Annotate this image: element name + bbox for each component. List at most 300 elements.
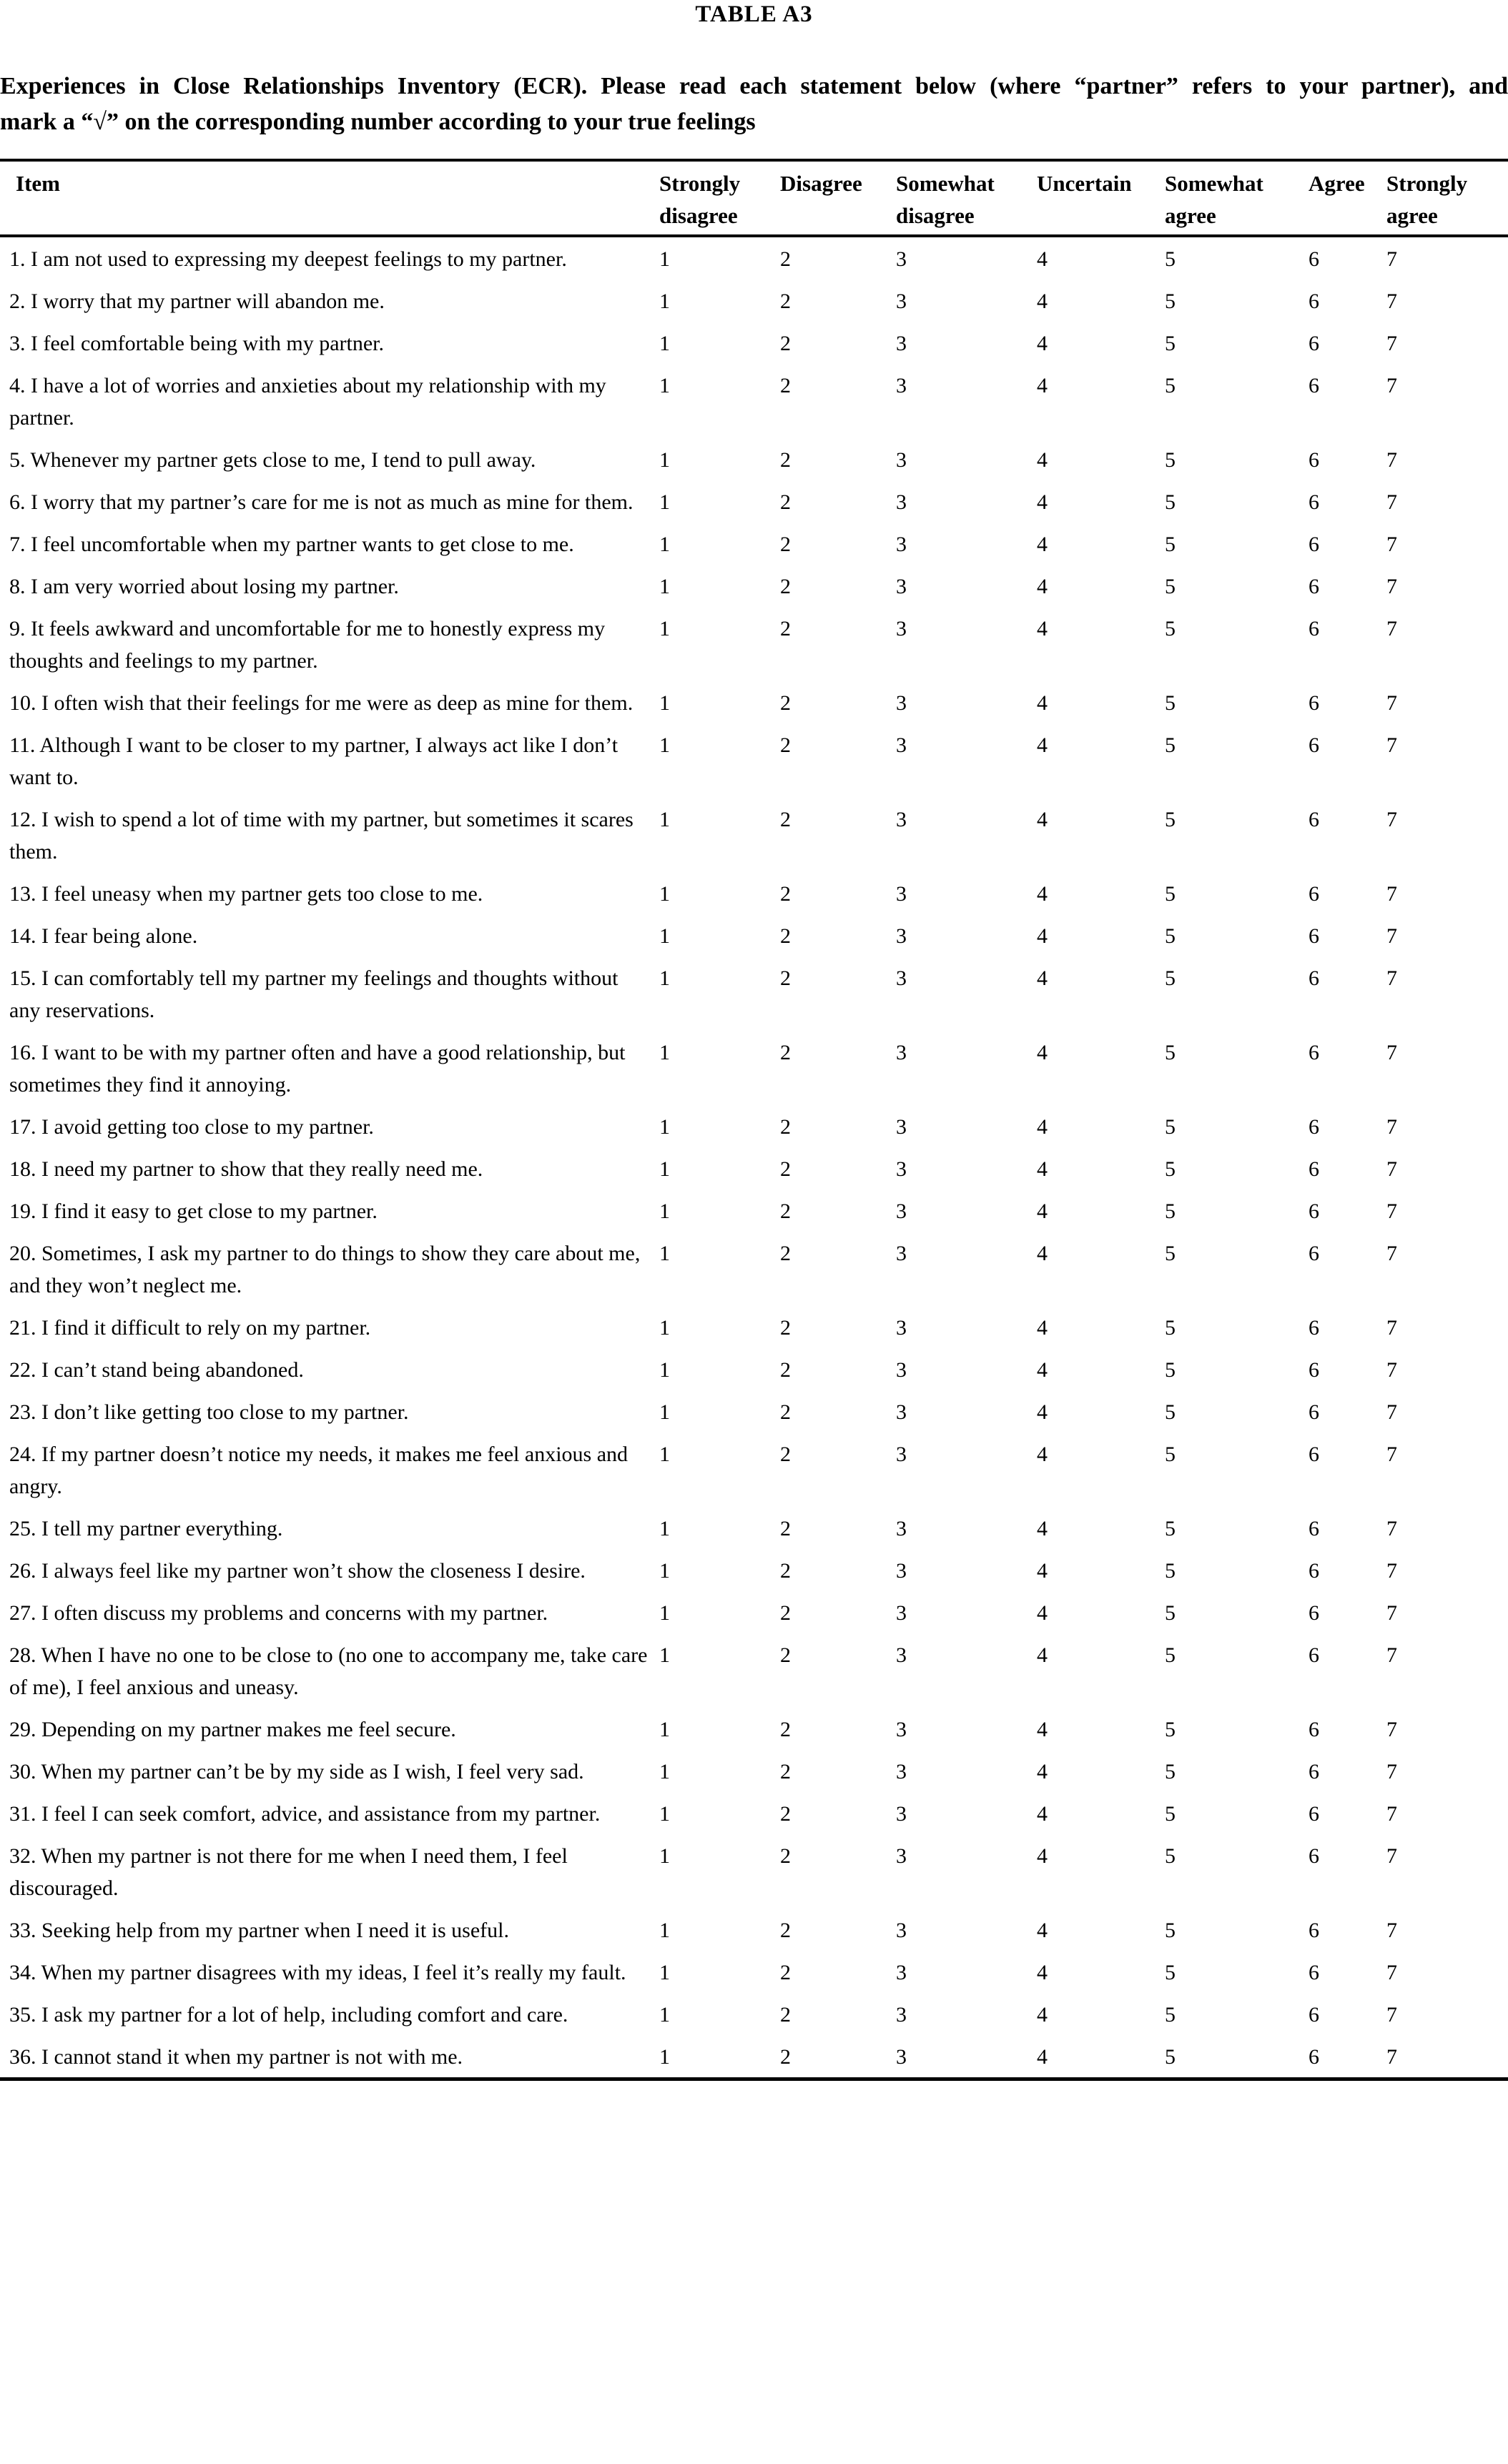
table-row — [0, 1708, 1508, 1750]
scale-cell-2: 2 — [780, 733, 791, 757]
item-text: 5. Whenever my partner gets close to me, I tend to pull away. — [9, 448, 536, 472]
scale-cell-5: 5 — [1165, 1718, 1176, 1741]
table-row — [0, 1909, 1508, 1951]
scale-cell-6: 6 — [1309, 1316, 1319, 1340]
scale-cell-1: 1 — [659, 691, 670, 715]
scale-cell-5: 5 — [1165, 1802, 1176, 1826]
scale-cell-7: 7 — [1386, 1199, 1397, 1223]
scale-cell-7: 7 — [1386, 1517, 1397, 1540]
scale-cell-5: 5 — [1165, 448, 1176, 472]
table-row — [0, 1433, 1508, 1507]
table-row — [0, 1105, 1508, 1147]
scale-cell-4: 4 — [1037, 1559, 1048, 1583]
scale-cell-1: 1 — [659, 1242, 670, 1265]
scale-cell-5: 5 — [1165, 733, 1176, 757]
table-row — [0, 2035, 1508, 2079]
scale-cell-7: 7 — [1386, 2003, 1397, 2027]
scale-cell-7: 7 — [1386, 1316, 1397, 1340]
scale-cell-4: 4 — [1037, 1961, 1048, 1984]
ecr-table — [0, 159, 1508, 2081]
scale-cell-4: 4 — [1037, 733, 1048, 757]
scale-cell-3: 3 — [896, 882, 907, 906]
scale-cell-6: 6 — [1309, 1844, 1319, 1868]
scale-cell-2: 2 — [780, 1443, 791, 1466]
scale-cell-7: 7 — [1386, 1718, 1397, 1741]
scale-cell-4: 4 — [1037, 374, 1048, 397]
scale-cell-1: 1 — [659, 1443, 670, 1466]
table-row — [0, 1591, 1508, 1633]
item-text: 3. I feel comfortable being with my partner. — [9, 332, 384, 355]
scale-cell-6: 6 — [1309, 2003, 1319, 2027]
scale-cell-4: 4 — [1037, 1199, 1048, 1223]
scale-cell-7: 7 — [1386, 966, 1397, 990]
scale-cell-4: 4 — [1037, 1643, 1048, 1667]
table-row — [0, 1507, 1508, 1549]
table-row — [0, 322, 1508, 364]
scale-cell-6: 6 — [1309, 1718, 1319, 1741]
scale-cell-6: 6 — [1309, 290, 1319, 313]
item-text: 36. I cannot stand it when my partner is not with me. — [9, 2045, 463, 2069]
scale-cell-1: 1 — [659, 617, 670, 640]
scale-cell-5: 5 — [1165, 1443, 1176, 1466]
scale-cell-7: 7 — [1386, 1157, 1397, 1181]
table-body — [0, 236, 1508, 2079]
scale-cell-4: 4 — [1037, 1802, 1048, 1826]
scale-cell-7: 7 — [1386, 247, 1397, 271]
item-text: 6. I worry that my partner’s care for me is not as much as mine for them. — [9, 490, 634, 514]
scale-cell-3: 3 — [896, 1718, 907, 1741]
table-row — [0, 1348, 1508, 1390]
scale-cell-2: 2 — [780, 1199, 791, 1223]
scale-cell-4: 4 — [1037, 290, 1048, 313]
scale-cell-7: 7 — [1386, 924, 1397, 948]
scale-cell-5: 5 — [1165, 2003, 1176, 2027]
item-text: 23. I don’t like getting too close to my partner. — [9, 1400, 409, 1424]
scale-cell-3: 3 — [896, 808, 907, 831]
scale-cell-7: 7 — [1386, 808, 1397, 831]
item-text: 19. I find it easy to get close to my partner. — [9, 1199, 378, 1223]
scale-cell-2: 2 — [780, 247, 791, 271]
item-text: 31. I feel I can seek comfort, advice, and assistance from my partner. — [9, 1802, 601, 1826]
scale-cell-4: 4 — [1037, 1242, 1048, 1265]
scale-cell-1: 1 — [659, 924, 670, 948]
scale-cell-3: 3 — [896, 1443, 907, 1466]
scale-cell-2: 2 — [780, 1517, 791, 1540]
item-text: 14. I fear being alone. — [9, 924, 198, 948]
scale-cell-1: 1 — [659, 1601, 670, 1625]
table-row — [0, 1306, 1508, 1348]
item-text: 32. When my partner is not there for me when I need them, I feel discouraged. — [9, 1844, 568, 1900]
scale-cell-7: 7 — [1386, 374, 1397, 397]
document-page — [0, 1, 1508, 2081]
scale-cell-6: 6 — [1309, 733, 1319, 757]
scale-cell-7: 7 — [1386, 1242, 1397, 1265]
column-header-strongly-agree: Strongly agree — [1386, 160, 1508, 236]
scale-cell-2: 2 — [780, 882, 791, 906]
scale-cell-7: 7 — [1386, 1115, 1397, 1139]
item-text: 2. I worry that my partner will abandon me. — [9, 290, 385, 313]
scale-cell-5: 5 — [1165, 1643, 1176, 1667]
scale-cell-5: 5 — [1165, 1358, 1176, 1382]
scale-cell-4: 4 — [1037, 1919, 1048, 1942]
header-row — [0, 160, 1508, 236]
scale-cell-6: 6 — [1309, 490, 1319, 514]
table-row — [0, 1750, 1508, 1792]
scale-cell-4: 4 — [1037, 1157, 1048, 1181]
table-row — [0, 1993, 1508, 2035]
scale-cell-1: 1 — [659, 808, 670, 831]
scale-cell-6: 6 — [1309, 1802, 1319, 1826]
item-text: 8. I am very worried about losing my partner. — [9, 575, 399, 598]
scale-cell-7: 7 — [1386, 882, 1397, 906]
item-text: 13. I feel uneasy when my partner gets too close to me. — [9, 882, 483, 906]
scale-cell-3: 3 — [896, 924, 907, 948]
scale-cell-3: 3 — [896, 374, 907, 397]
scale-cell-1: 1 — [659, 1760, 670, 1783]
scale-cell-3: 3 — [896, 1157, 907, 1181]
scale-cell-5: 5 — [1165, 1115, 1176, 1139]
scale-cell-2: 2 — [780, 966, 791, 990]
item-text: 18. I need my partner to show that they really need me. — [9, 1157, 483, 1181]
column-header-disagree: Disagree — [780, 160, 896, 236]
scale-cell-6: 6 — [1309, 1115, 1319, 1139]
item-text: 24. If my partner doesn’t notice my needs, it makes me feel anxious and angry. — [9, 1443, 629, 1498]
scale-cell-5: 5 — [1165, 247, 1176, 271]
table-row — [0, 798, 1508, 872]
scale-cell-4: 4 — [1037, 924, 1048, 948]
item-text: 17. I avoid getting too close to my partner. — [9, 1115, 374, 1139]
scale-cell-3: 3 — [896, 1316, 907, 1340]
scale-cell-7: 7 — [1386, 1358, 1397, 1382]
table-row — [0, 1834, 1508, 1909]
table-title: TABLE A3 — [695, 1, 813, 27]
scale-cell-1: 1 — [659, 1961, 670, 1984]
scale-cell-1: 1 — [659, 1115, 670, 1139]
scale-cell-7: 7 — [1386, 1559, 1397, 1583]
table-row — [0, 480, 1508, 523]
table-row — [0, 956, 1508, 1031]
item-text: 16. I want to be with my partner often and have a good relationship, but sometimes they find it annoying. — [9, 1041, 626, 1097]
scale-cell-7: 7 — [1386, 575, 1397, 598]
scale-cell-1: 1 — [659, 1919, 670, 1942]
item-text: 33. Seeking help from my partner when I need it is useful. — [9, 1919, 509, 1942]
scale-cell-5: 5 — [1165, 332, 1176, 355]
scale-cell-5: 5 — [1165, 490, 1176, 514]
scale-cell-5: 5 — [1165, 808, 1176, 831]
scale-cell-3: 3 — [896, 1802, 907, 1826]
scale-cell-3: 3 — [896, 575, 907, 598]
item-text: 10. I often wish that their feelings for me were as deep as mine for them. — [9, 691, 634, 715]
scale-cell-7: 7 — [1386, 2045, 1397, 2069]
table-row — [0, 914, 1508, 956]
scale-cell-4: 4 — [1037, 2045, 1048, 2069]
scale-cell-4: 4 — [1037, 882, 1048, 906]
scale-cell-4: 4 — [1037, 448, 1048, 472]
scale-cell-7: 7 — [1386, 1601, 1397, 1625]
scale-cell-6: 6 — [1309, 1559, 1319, 1583]
column-header-somewhat-disagree: Somewhat disagree — [896, 160, 1037, 236]
scale-cell-6: 6 — [1309, 1919, 1319, 1942]
scale-cell-3: 3 — [896, 1844, 907, 1868]
scale-cell-5: 5 — [1165, 1760, 1176, 1783]
scale-cell-4: 4 — [1037, 1316, 1048, 1340]
scale-cell-6: 6 — [1309, 332, 1319, 355]
scale-cell-2: 2 — [780, 617, 791, 640]
scale-cell-4: 4 — [1037, 966, 1048, 990]
scale-cell-6: 6 — [1309, 1358, 1319, 1382]
item-text: 27. I often discuss my problems and concerns with my partner. — [9, 1601, 548, 1625]
table-row — [0, 1549, 1508, 1591]
scale-cell-2: 2 — [780, 1601, 791, 1625]
scale-cell-6: 6 — [1309, 808, 1319, 831]
scale-cell-3: 3 — [896, 1760, 907, 1783]
column-header-uncertain: Uncertain — [1037, 160, 1165, 236]
item-text: 22. I can’t stand being abandoned. — [9, 1358, 304, 1382]
table-row — [0, 279, 1508, 322]
item-text: 30. When my partner can’t be by my side as I wish, I feel very sad. — [9, 1760, 584, 1783]
table-row — [0, 1951, 1508, 1993]
scale-cell-4: 4 — [1037, 1115, 1048, 1139]
scale-cell-3: 3 — [896, 1041, 907, 1064]
scale-cell-7: 7 — [1386, 290, 1397, 313]
scale-cell-1: 1 — [659, 2045, 670, 2069]
table-row — [0, 872, 1508, 914]
scale-cell-4: 4 — [1037, 1601, 1048, 1625]
scale-cell-3: 3 — [896, 290, 907, 313]
scale-cell-6: 6 — [1309, 448, 1319, 472]
scale-cell-1: 1 — [659, 2003, 670, 2027]
scale-cell-3: 3 — [896, 1643, 907, 1667]
scale-cell-4: 4 — [1037, 2003, 1048, 2027]
scale-cell-6: 6 — [1309, 1961, 1319, 1984]
item-text: 4. I have a lot of worries and anxieties about my relationship with my partner. — [9, 374, 606, 430]
column-header-agree: Agree — [1309, 160, 1386, 236]
table-row — [0, 565, 1508, 607]
table-row — [0, 1232, 1508, 1306]
scale-cell-2: 2 — [780, 1400, 791, 1424]
scale-cell-2: 2 — [780, 490, 791, 514]
scale-cell-5: 5 — [1165, 617, 1176, 640]
scale-cell-6: 6 — [1309, 1643, 1319, 1667]
scale-cell-7: 7 — [1386, 617, 1397, 640]
scale-cell-6: 6 — [1309, 1601, 1319, 1625]
scale-cell-3: 3 — [896, 332, 907, 355]
scale-cell-7: 7 — [1386, 1041, 1397, 1064]
scale-cell-6: 6 — [1309, 2045, 1319, 2069]
table-row — [0, 681, 1508, 723]
scale-cell-5: 5 — [1165, 1961, 1176, 1984]
scale-cell-4: 4 — [1037, 533, 1048, 556]
scale-cell-1: 1 — [659, 1157, 670, 1181]
scale-cell-5: 5 — [1165, 1517, 1176, 1540]
scale-cell-7: 7 — [1386, 1760, 1397, 1783]
table-row — [0, 364, 1508, 438]
scale-cell-3: 3 — [896, 1115, 907, 1139]
scale-cell-3: 3 — [896, 691, 907, 715]
scale-cell-2: 2 — [780, 332, 791, 355]
scale-cell-5: 5 — [1165, 691, 1176, 715]
table-row — [0, 723, 1508, 798]
scale-cell-4: 4 — [1037, 617, 1048, 640]
scale-cell-6: 6 — [1309, 1041, 1319, 1064]
table-row — [0, 1792, 1508, 1834]
scale-cell-2: 2 — [780, 533, 791, 556]
scale-cell-5: 5 — [1165, 1199, 1176, 1223]
scale-cell-6: 6 — [1309, 1400, 1319, 1424]
scale-cell-3: 3 — [896, 1242, 907, 1265]
scale-cell-2: 2 — [780, 1844, 791, 1868]
scale-cell-3: 3 — [896, 1559, 907, 1583]
table-header — [0, 160, 1508, 236]
item-text: 20. Sometimes, I ask my partner to do things to show they care about me, and they won’t neglect me. — [9, 1242, 641, 1297]
scale-cell-7: 7 — [1386, 332, 1397, 355]
scale-cell-2: 2 — [780, 575, 791, 598]
item-text: 35. I ask my partner for a lot of help, including comfort and care. — [9, 2003, 568, 2027]
scale-cell-2: 2 — [780, 808, 791, 831]
table-row — [0, 607, 1508, 681]
scale-cell-5: 5 — [1165, 1601, 1176, 1625]
scale-cell-2: 2 — [780, 691, 791, 715]
table-row — [0, 523, 1508, 565]
scale-cell-1: 1 — [659, 1199, 670, 1223]
scale-cell-1: 1 — [659, 966, 670, 990]
scale-cell-6: 6 — [1309, 966, 1319, 990]
scale-cell-6: 6 — [1309, 1157, 1319, 1181]
scale-cell-7: 7 — [1386, 1400, 1397, 1424]
table-caption — [0, 69, 1508, 140]
scale-cell-7: 7 — [1386, 1919, 1397, 1942]
column-header-strongly-disagree: Strongly disagree — [659, 160, 780, 236]
scale-cell-2: 2 — [780, 1718, 791, 1741]
column-header-somewhat-agree: Somewhat agree — [1165, 160, 1309, 236]
scale-cell-7: 7 — [1386, 1961, 1397, 1984]
scale-cell-4: 4 — [1037, 1517, 1048, 1540]
table-row — [0, 1147, 1508, 1189]
scale-cell-5: 5 — [1165, 924, 1176, 948]
scale-cell-7: 7 — [1386, 533, 1397, 556]
item-text: 28. When I have no one to be close to (no one to accompany me, take care of me), I feel anxious and uneasy. — [9, 1643, 648, 1699]
scale-cell-1: 1 — [659, 533, 670, 556]
scale-cell-3: 3 — [896, 1919, 907, 1942]
scale-cell-3: 3 — [896, 1961, 907, 1984]
scale-cell-5: 5 — [1165, 575, 1176, 598]
scale-cell-7: 7 — [1386, 1802, 1397, 1826]
scale-cell-5: 5 — [1165, 374, 1176, 397]
scale-cell-1: 1 — [659, 1517, 670, 1540]
table-row — [0, 1633, 1508, 1708]
scale-cell-7: 7 — [1386, 448, 1397, 472]
scale-cell-1: 1 — [659, 1559, 670, 1583]
scale-cell-2: 2 — [780, 2003, 791, 2027]
scale-cell-3: 3 — [896, 2003, 907, 2027]
scale-cell-6: 6 — [1309, 1517, 1319, 1540]
scale-cell-1: 1 — [659, 882, 670, 906]
scale-cell-4: 4 — [1037, 1358, 1048, 1382]
item-text: 11. Although I want to be closer to my partner, I always act like I don’t want to. — [9, 733, 619, 789]
scale-cell-3: 3 — [896, 617, 907, 640]
scale-cell-2: 2 — [780, 1643, 791, 1667]
scale-cell-7: 7 — [1386, 490, 1397, 514]
scale-cell-2: 2 — [780, 374, 791, 397]
item-text: 15. I can comfortably tell my partner my feelings and thoughts without any reservations. — [9, 966, 619, 1022]
item-text: 34. When my partner disagrees with my ideas, I feel it’s really my fault. — [9, 1961, 626, 1984]
scale-cell-3: 3 — [896, 2045, 907, 2069]
scale-cell-7: 7 — [1386, 1844, 1397, 1868]
scale-cell-5: 5 — [1165, 1316, 1176, 1340]
scale-cell-1: 1 — [659, 1643, 670, 1667]
scale-cell-1: 1 — [659, 332, 670, 355]
scale-cell-5: 5 — [1165, 1242, 1176, 1265]
scale-cell-6: 6 — [1309, 1242, 1319, 1265]
item-text: 29. Depending on my partner makes me feel secure. — [9, 1718, 456, 1741]
scale-cell-2: 2 — [780, 290, 791, 313]
scale-cell-2: 2 — [780, 1157, 791, 1181]
scale-cell-4: 4 — [1037, 1760, 1048, 1783]
scale-cell-2: 2 — [780, 924, 791, 948]
scale-cell-5: 5 — [1165, 966, 1176, 990]
scale-cell-2: 2 — [780, 1919, 791, 1942]
scale-cell-6: 6 — [1309, 575, 1319, 598]
scale-cell-6: 6 — [1309, 882, 1319, 906]
scale-cell-3: 3 — [896, 966, 907, 990]
item-text: 9. It feels awkward and uncomfortable for me to honestly express my thoughts and feelings to my partner. — [9, 617, 606, 673]
scale-cell-2: 2 — [780, 1760, 791, 1783]
table-row — [0, 1031, 1508, 1105]
scale-cell-2: 2 — [780, 1041, 791, 1064]
scale-cell-1: 1 — [659, 1844, 670, 1868]
scale-cell-1: 1 — [659, 290, 670, 313]
scale-cell-4: 4 — [1037, 691, 1048, 715]
scale-cell-6: 6 — [1309, 1760, 1319, 1783]
scale-cell-3: 3 — [896, 448, 907, 472]
scale-cell-2: 2 — [780, 2045, 791, 2069]
scale-cell-6: 6 — [1309, 1199, 1319, 1223]
scale-cell-2: 2 — [780, 448, 791, 472]
scale-cell-3: 3 — [896, 247, 907, 271]
item-text: 1. I am not used to expressing my deepest feelings to my partner. — [9, 247, 567, 271]
scale-cell-4: 4 — [1037, 575, 1048, 598]
scale-cell-2: 2 — [780, 1242, 791, 1265]
scale-cell-2: 2 — [780, 1802, 791, 1826]
table-row — [0, 1390, 1508, 1433]
scale-cell-2: 2 — [780, 1559, 791, 1583]
item-text: 25. I tell my partner everything. — [9, 1517, 283, 1540]
scale-cell-2: 2 — [780, 1358, 791, 1382]
scale-cell-6: 6 — [1309, 617, 1319, 640]
scale-cell-5: 5 — [1165, 1400, 1176, 1424]
table-row — [0, 1189, 1508, 1232]
scale-cell-6: 6 — [1309, 533, 1319, 556]
scale-cell-6: 6 — [1309, 924, 1319, 948]
scale-cell-1: 1 — [659, 1400, 670, 1424]
item-text: 21. I find it difficult to rely on my partner. — [9, 1316, 371, 1340]
scale-cell-5: 5 — [1165, 1041, 1176, 1064]
scale-cell-3: 3 — [896, 533, 907, 556]
scale-cell-4: 4 — [1037, 490, 1048, 514]
scale-cell-3: 3 — [896, 733, 907, 757]
scale-cell-5: 5 — [1165, 1844, 1176, 1868]
scale-cell-1: 1 — [659, 1718, 670, 1741]
scale-cell-1: 1 — [659, 1358, 670, 1382]
table-row — [0, 236, 1508, 279]
scale-cell-5: 5 — [1165, 1919, 1176, 1942]
caption-line-2: mark a “√” on the corresponding number according to your true feelings — [0, 109, 756, 135]
item-text: 7. I feel uncomfortable when my partner wants to get close to me. — [9, 533, 574, 556]
scale-cell-2: 2 — [780, 1115, 791, 1139]
scale-cell-6: 6 — [1309, 691, 1319, 715]
caption-line-1: Experiences in Close Relationships Inventory (ECR). Please read each statement below (where “partner” refers to your partner), and — [0, 73, 1508, 99]
scale-cell-7: 7 — [1386, 1443, 1397, 1466]
